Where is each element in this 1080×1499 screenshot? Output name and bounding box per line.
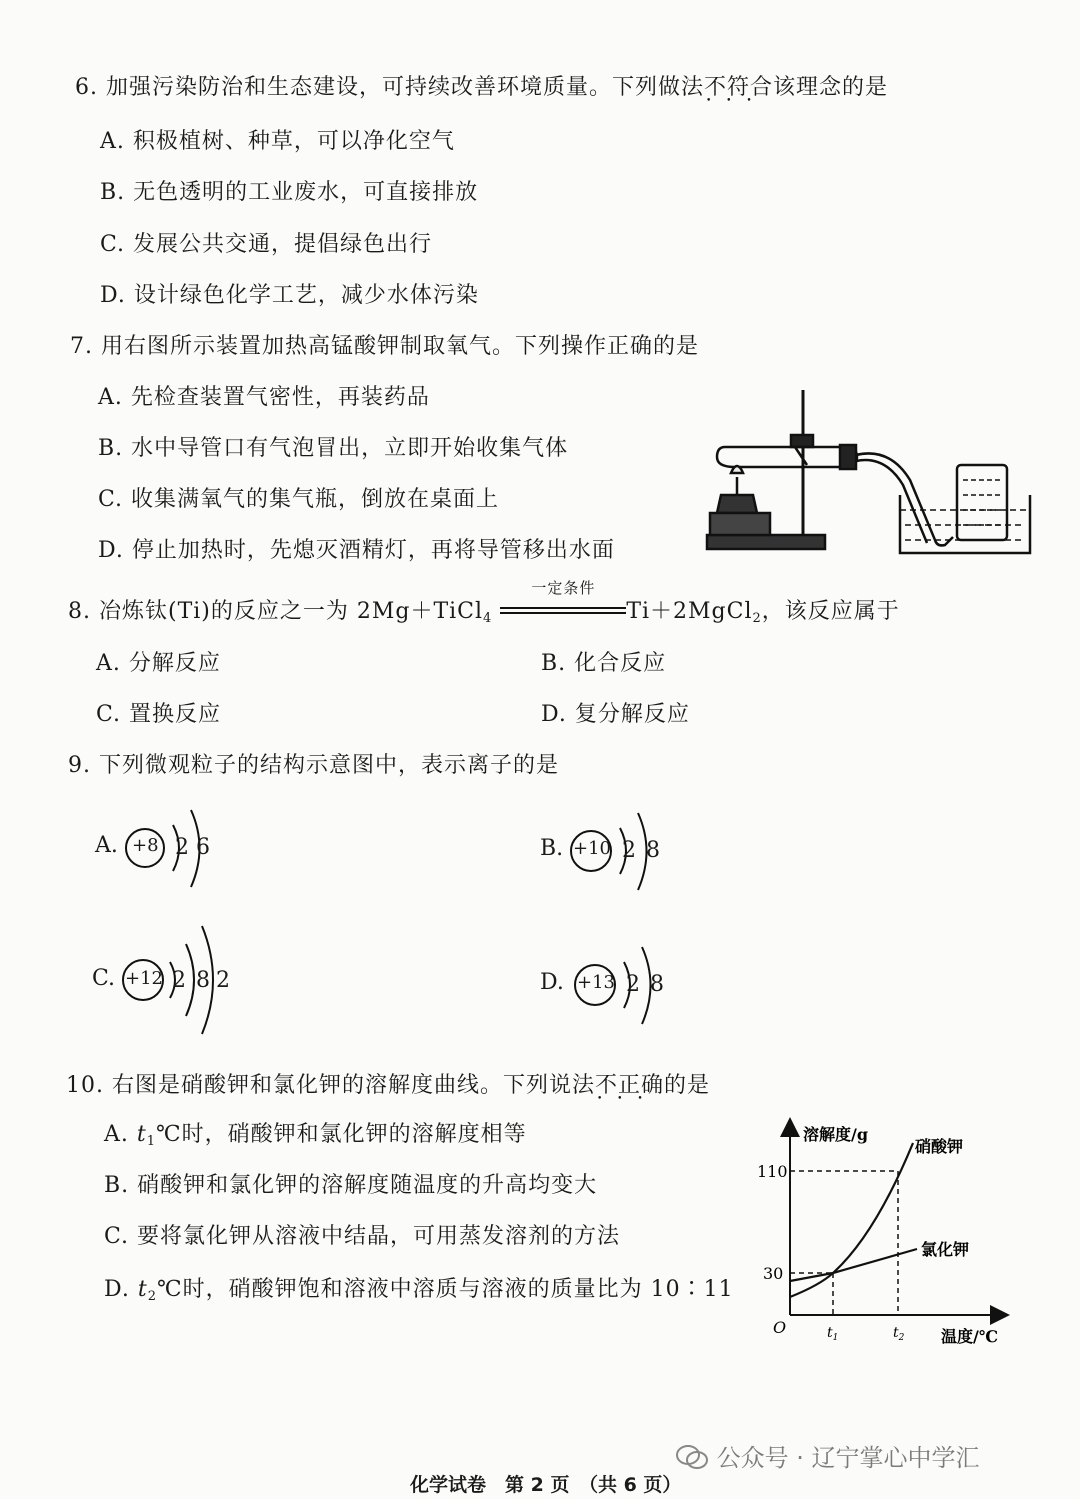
double-line-equals: [500, 607, 626, 614]
reaction-condition-arrow: [500, 579, 626, 614]
atom-diagram-c[interactable]: [92, 920, 242, 1040]
q7-option-a[interactable]: A. 先检查装置气密性，再装药品: [98, 385, 430, 410]
atom-c-letter: C.: [92, 966, 116, 991]
atom-a-shell-2: 6: [196, 835, 210, 860]
oxygen-apparatus-diagram: [695, 385, 1035, 560]
q10-stem-post: 的是: [664, 1073, 711, 1098]
atom-diagram-d[interactable]: [540, 932, 680, 1042]
q10-d-text: ℃时，硝酸钾饱和溶液中溶质与溶液的质量比为 10∶11: [156, 1277, 734, 1302]
atom-c-nucleus: +12: [125, 968, 163, 989]
q7-option-b[interactable]: B. 水中导管口有气泡冒出，立即开始收集气体: [98, 436, 569, 461]
watermark: [675, 1438, 980, 1473]
q10-a-text: ℃时，硝酸钾和氯化钾的溶解度相等: [156, 1122, 527, 1147]
solubility-graph: [745, 1115, 1015, 1355]
q8-subscript-4: 4: [483, 611, 493, 626]
reaction-condition: 一定条件: [531, 579, 596, 597]
q7-option-c[interactable]: C. 收集满氧气的集气瓶，倒放在桌面上: [98, 487, 500, 512]
kno3-label: 硝酸钾: [915, 1137, 964, 1156]
q6-stem-post: 该理念的是: [773, 75, 889, 100]
atom-c-shell-1: 2: [172, 968, 186, 993]
y-axis-label: 溶解度/g: [803, 1125, 869, 1144]
question-10-stem: [66, 1068, 710, 1099]
q6-emphasis: 不符合 • • •: [704, 70, 773, 101]
question-9-stem: 9. 下列微观粒子的结构示意图中，表示离子的是: [68, 753, 559, 778]
atom-b-nucleus: +10: [573, 838, 611, 859]
q10-stem-pre: 10. 右图是硝酸钾和氯化钾的溶解度曲线。下列说法: [66, 1073, 595, 1098]
q6-option-b[interactable]: B. 无色透明的工业废水，可直接排放: [100, 180, 479, 205]
watermark-text: 公众号 · 辽宁掌心中学汇: [716, 1444, 980, 1472]
x-axis-label: 温度/℃: [941, 1327, 999, 1346]
q6-option-a[interactable]: A. 积极植树、种草，可以净化空气: [100, 129, 455, 154]
atom-d-shell-2: 8: [650, 972, 664, 997]
q8-option-b[interactable]: B. 化合反应: [541, 651, 667, 676]
tick-30: 30: [763, 1264, 784, 1283]
kcl-label: 氯化钾: [921, 1240, 970, 1259]
atom-d-nucleus: +13: [577, 972, 615, 993]
atom-c-shell-2: 8: [196, 968, 210, 993]
q10-emphasis: 不正确 • • •: [595, 1068, 664, 1099]
q7-option-d[interactable]: D. 停止加热时，先熄灭酒精灯，再将导管移出水面: [98, 538, 615, 563]
q6-option-d[interactable]: D. 设计绿色化学工艺，减少水体污染: [100, 283, 479, 308]
q10-a-t: t: [136, 1122, 147, 1147]
atom-diagram-b[interactable]: [540, 798, 680, 908]
atom-a-nucleus: +8: [132, 835, 159, 856]
q8-option-a[interactable]: A. 分解反应: [96, 651, 221, 676]
tick-110: 110: [757, 1162, 788, 1181]
page-footer: 化学试卷 第 2 页 （共 6 页）: [410, 1474, 682, 1496]
question-8-stem: [68, 579, 900, 626]
atom-a-shell-1: 2: [175, 835, 189, 860]
q10-option-c[interactable]: C. 要将氯化钾从溶液中结晶，可用蒸发溶剂的方法: [104, 1224, 621, 1249]
origin-label: O: [773, 1318, 787, 1337]
atom-d-shell-1: 2: [626, 972, 640, 997]
wechat-icon: [675, 1444, 709, 1470]
atom-c-shell-3: 2: [216, 968, 230, 993]
q8-stem-post: ，该反应属于: [761, 599, 900, 624]
question-6-stem: [75, 70, 888, 101]
q8-product: Ti＋2MgCl: [626, 599, 753, 624]
question-7-stem: 7. 用右图所示装置加热高锰酸钾制取氧气。下列操作正确的是: [70, 334, 699, 359]
tick-t2: $t_2$: [893, 1325, 905, 1343]
q10-d-sub: 2: [147, 1289, 157, 1304]
q10-d-label: D.: [104, 1277, 138, 1302]
q10-a-sub: 1: [146, 1134, 156, 1149]
q10-d-t: t: [137, 1277, 148, 1302]
q8-option-c[interactable]: C. 置换反应: [96, 702, 222, 727]
q8-option-d[interactable]: D. 复分解反应: [541, 702, 690, 727]
q10-option-a[interactable]: [104, 1117, 527, 1149]
q6-stem-pre: 6. 加强污染防治和生态建设，可持续改善环境质量。下列做法: [75, 75, 704, 100]
kno3-curve: [790, 1143, 913, 1297]
q10-a-label: A.: [104, 1122, 137, 1147]
q10-option-d[interactable]: [104, 1272, 734, 1304]
atom-diagram-a[interactable]: [95, 795, 225, 905]
q6-option-c[interactable]: C. 发展公共交通，提倡绿色出行: [100, 232, 433, 257]
atom-b-shell-2: 8: [646, 838, 660, 863]
atom-b-shell-1: 2: [622, 838, 636, 863]
q8-stem-pre: 8. 冶炼钛(Ti)的反应之一为 2Mg＋TiCl: [68, 599, 484, 624]
q10-option-b[interactable]: B. 硝酸钾和氯化钾的溶解度随温度的升高均变大: [104, 1173, 598, 1198]
atom-d-letter: D.: [540, 970, 564, 995]
tick-t1: $t_1$: [827, 1325, 839, 1343]
q8-subscript-2: 2: [752, 611, 762, 626]
atom-b-letter: B.: [540, 836, 564, 861]
atom-a-letter: A.: [95, 833, 118, 858]
